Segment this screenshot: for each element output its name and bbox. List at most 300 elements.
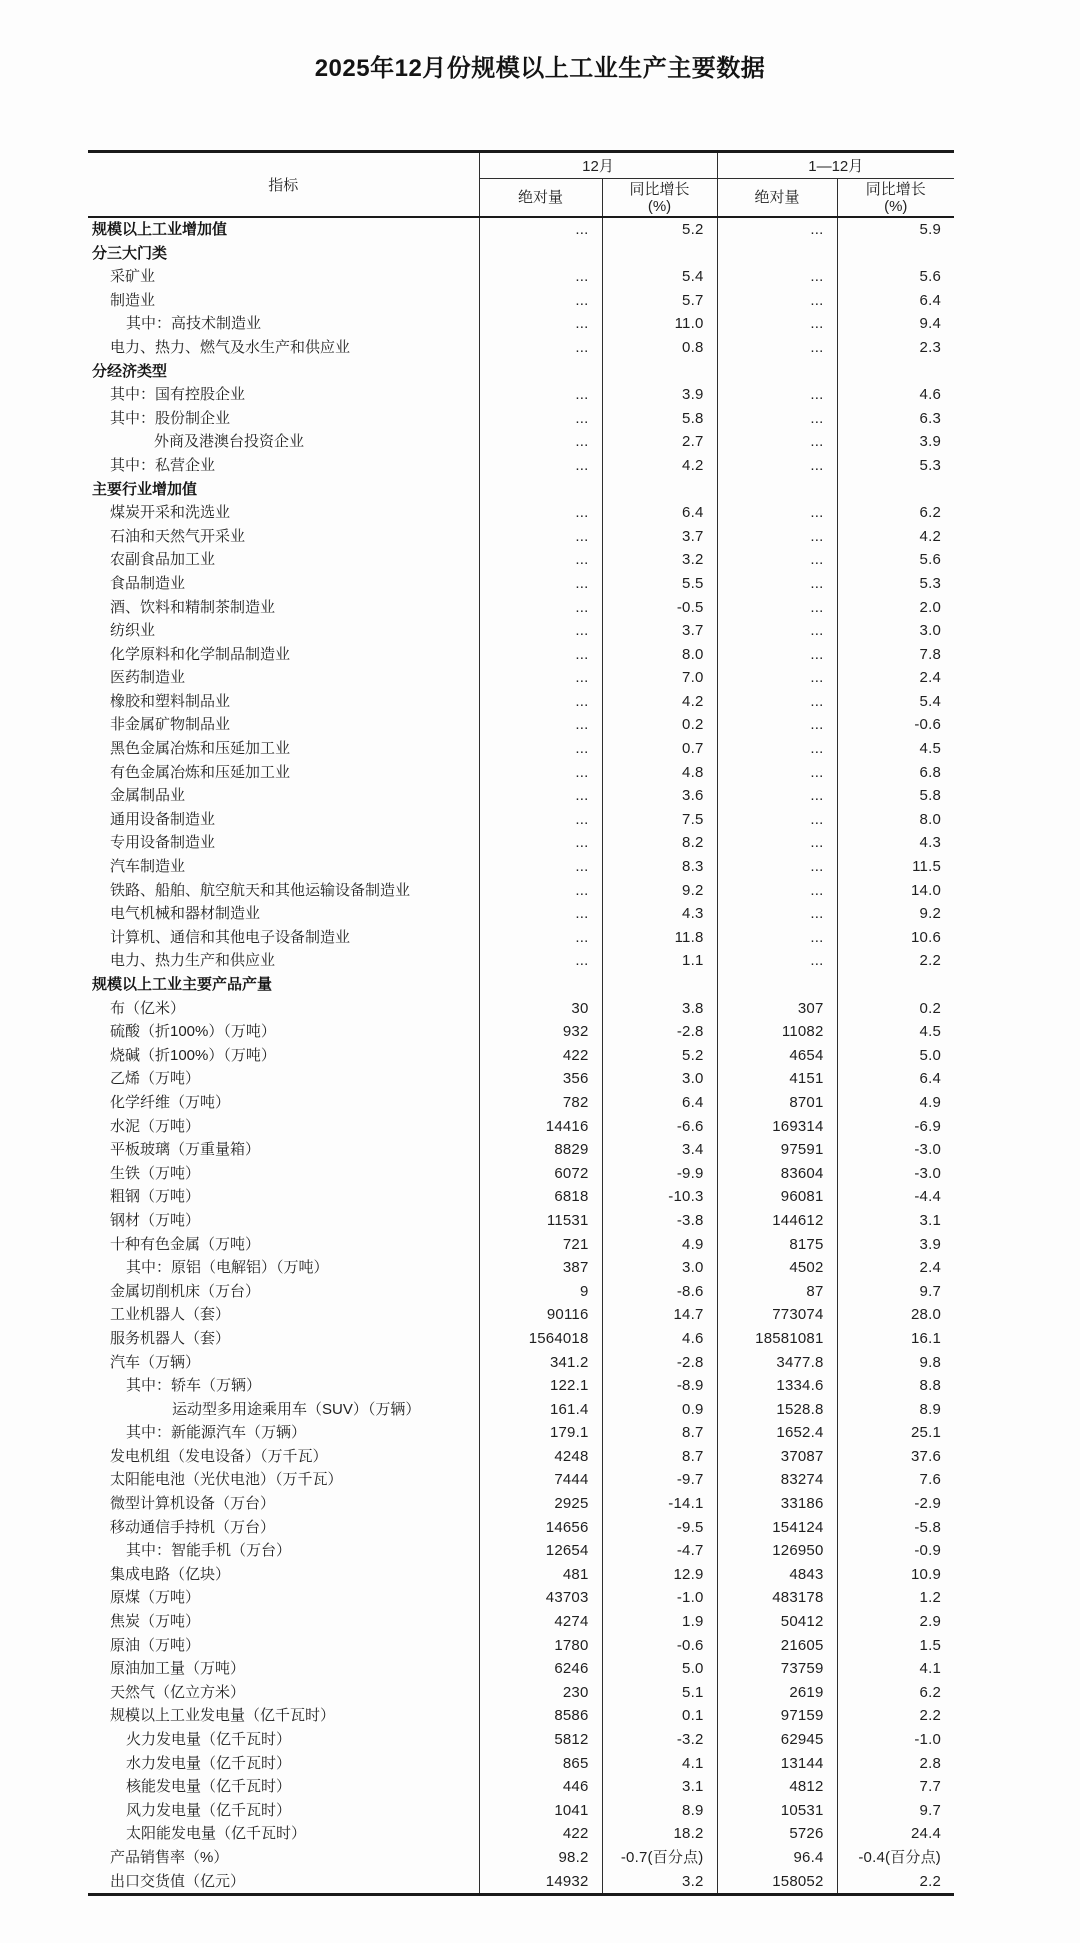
table-row — [88, 1115, 954, 1139]
value-cell: -0.9 — [837, 1539, 954, 1563]
table-row — [88, 1681, 954, 1705]
value-cell: 50412 — [717, 1610, 837, 1634]
indicator-label: 粗钢（万吨） — [110, 1188, 201, 1206]
value-cell — [717, 478, 837, 502]
value-cell: 8.2 — [602, 831, 717, 855]
value-cell: ... — [479, 548, 602, 572]
value-cell: 4.1 — [602, 1752, 717, 1776]
table-row — [88, 1091, 954, 1115]
value-cell: 5.2 — [602, 1044, 717, 1068]
table-row — [88, 1351, 954, 1375]
value-cell: 11.8 — [602, 926, 717, 950]
value-cell: ... — [717, 643, 837, 667]
value-cell: 4.6 — [837, 383, 954, 407]
indicator-label: 原煤（万吨） — [110, 1589, 201, 1607]
value-cell: 96.4 — [717, 1846, 837, 1870]
value-cell: 0.2 — [837, 997, 954, 1021]
value-cell: ... — [717, 454, 837, 478]
value-cell: 1.2 — [837, 1586, 954, 1610]
value-cell: -1.0 — [602, 1586, 717, 1610]
value-cell: ... — [717, 784, 837, 808]
value-cell: ... — [479, 289, 602, 313]
value-cell: 865 — [479, 1752, 602, 1776]
value-cell: 4.5 — [837, 1020, 954, 1044]
indicator-label: 其中：高技术制造业 — [126, 315, 262, 333]
value-cell: 1.9 — [602, 1610, 717, 1634]
indicator-label: 黑色金属冶炼和压延加工业 — [110, 740, 291, 758]
value-cell: 14.7 — [602, 1303, 717, 1327]
table-row — [88, 1445, 954, 1469]
value-cell: 33186 — [717, 1492, 837, 1516]
indicator-label: 石油和天然气开采业 — [110, 527, 246, 545]
value-cell: ... — [479, 312, 602, 336]
value-cell: ... — [717, 666, 837, 690]
value-cell: ... — [717, 690, 837, 714]
value-cell: -14.1 — [602, 1492, 717, 1516]
indicator-label: 太阳能发电量（亿千瓦时） — [126, 1825, 307, 1843]
indicator-label: 出口交货值（亿元） — [110, 1872, 246, 1890]
table-row — [88, 336, 954, 360]
value-cell: 3.9 — [837, 1233, 954, 1257]
value-cell: 3.1 — [602, 1775, 717, 1799]
table-row — [88, 690, 954, 714]
value-cell: ... — [479, 784, 602, 808]
value-cell: ... — [479, 217, 602, 242]
value-cell: ... — [717, 407, 837, 431]
value-cell: 24.4 — [837, 1822, 954, 1846]
value-cell: 83604 — [717, 1162, 837, 1186]
value-cell: 6.8 — [837, 761, 954, 785]
value-cell: -4.4 — [837, 1185, 954, 1209]
indicator-label: 烧碱（折100%）（万吨） — [110, 1046, 276, 1064]
indicator-label: 风力发电量（亿千瓦时） — [126, 1801, 292, 1819]
value-cell: ... — [717, 572, 837, 596]
table-row — [88, 312, 954, 336]
value-cell: -8.6 — [602, 1280, 717, 1304]
value-cell: 4843 — [717, 1563, 837, 1587]
value-cell: 4.2 — [602, 454, 717, 478]
value-cell: 4248 — [479, 1445, 602, 1469]
table-row — [88, 666, 954, 690]
table-row — [88, 973, 954, 997]
table-row — [88, 1752, 954, 1776]
value-cell: -0.7(百分点) — [602, 1846, 717, 1870]
value-cell — [479, 242, 602, 266]
indicator-label: 分三大门类 — [92, 244, 168, 262]
value-cell: ... — [717, 949, 837, 973]
value-cell: 5.6 — [837, 265, 954, 289]
table-row — [88, 831, 954, 855]
table-row — [88, 360, 954, 384]
table-row — [88, 784, 954, 808]
value-cell: 161.4 — [479, 1398, 602, 1422]
table-row — [88, 808, 954, 832]
value-cell: 481 — [479, 1563, 602, 1587]
value-cell: 8.9 — [602, 1799, 717, 1823]
value-cell: 4502 — [717, 1256, 837, 1280]
value-cell: 158052 — [717, 1870, 837, 1895]
indicator-label: 金属制品业 — [110, 787, 186, 805]
table-row — [88, 1138, 954, 1162]
table-row — [88, 761, 954, 785]
value-cell: 5.9 — [837, 217, 954, 242]
value-cell: 5.6 — [837, 548, 954, 572]
value-cell: ... — [717, 265, 837, 289]
table-row — [88, 619, 954, 643]
value-cell: ... — [479, 407, 602, 431]
value-cell: ... — [479, 596, 602, 620]
value-cell: 6.3 — [837, 407, 954, 431]
value-cell: 5.3 — [837, 454, 954, 478]
value-cell: ... — [479, 902, 602, 926]
indicator-label: 制造业 — [110, 291, 156, 309]
value-cell: 2.0 — [837, 596, 954, 620]
value-cell: 30 — [479, 997, 602, 1021]
value-cell: 18581081 — [717, 1327, 837, 1351]
value-cell: ... — [479, 501, 602, 525]
indicator-label: 汽车制造业 — [110, 858, 186, 876]
table-row — [88, 454, 954, 478]
value-cell: 3.9 — [837, 430, 954, 454]
table-body — [88, 217, 954, 1895]
value-cell: 3.8 — [602, 997, 717, 1021]
value-cell: 9.4 — [837, 312, 954, 336]
value-cell: ... — [479, 926, 602, 950]
value-cell — [602, 478, 717, 502]
indicator-label: 规模以上工业增加值 — [92, 221, 228, 238]
value-cell: ... — [479, 690, 602, 714]
value-cell: 14416 — [479, 1115, 602, 1139]
indicator-label: 农副食品加工业 — [110, 551, 216, 569]
indicator-label: 焦炭（万吨） — [110, 1613, 201, 1631]
yoy-unit-label: (%) — [647, 197, 672, 215]
col-header-absolute-dec — [479, 179, 602, 218]
indicator-label: 其中：股份制企业 — [110, 409, 231, 427]
value-cell: 11.5 — [837, 855, 954, 879]
value-cell: -5.8 — [837, 1516, 954, 1540]
value-cell: 18.2 — [602, 1822, 717, 1846]
value-cell: 122.1 — [479, 1374, 602, 1398]
value-cell: 6246 — [479, 1657, 602, 1681]
value-cell: ... — [717, 619, 837, 643]
indicator-label: 规模以上工业主要产品产量 — [92, 976, 273, 993]
table-row — [88, 997, 954, 1021]
value-cell: 73759 — [717, 1657, 837, 1681]
indicator-label: 汽车（万辆） — [110, 1353, 201, 1371]
value-cell: 6.2 — [837, 501, 954, 525]
value-cell: 1780 — [479, 1634, 602, 1658]
value-cell: 8.7 — [602, 1421, 717, 1445]
table-row — [88, 643, 954, 667]
value-cell: -0.4(百分点) — [837, 1846, 954, 1870]
indicator-label: 其中：原铝（电解铝）（万吨） — [126, 1259, 329, 1277]
value-cell: ... — [717, 596, 837, 620]
value-cell: 5.0 — [602, 1657, 717, 1681]
table-row — [88, 548, 954, 572]
indicator-label: 专用设备制造业 — [110, 834, 216, 852]
value-cell: 3.7 — [602, 525, 717, 549]
value-cell: 8.7 — [602, 1445, 717, 1469]
value-cell: 1.1 — [602, 949, 717, 973]
indicator-label: 生铁（万吨） — [110, 1164, 201, 1182]
page-title: 2025年12月份规模以上工业生产主要数据 — [314, 55, 766, 82]
value-cell: 28.0 — [837, 1303, 954, 1327]
value-cell: ... — [479, 265, 602, 289]
value-cell: 307 — [717, 997, 837, 1021]
table-row — [88, 1256, 954, 1280]
indicator-label: 移动通信手持机（万台） — [110, 1518, 276, 1536]
indicator-label: 水泥（万吨） — [110, 1117, 201, 1135]
value-cell: ... — [479, 383, 602, 407]
value-cell: 4.9 — [602, 1233, 717, 1257]
value-cell: 11531 — [479, 1209, 602, 1233]
value-cell: 14.0 — [837, 879, 954, 903]
indicator-label: 外商及港澳台投资企业 — [154, 433, 305, 451]
table-row — [88, 383, 954, 407]
table-row — [88, 1209, 954, 1233]
value-cell: 5.3 — [837, 572, 954, 596]
value-cell: 2.2 — [837, 949, 954, 973]
value-cell: 5812 — [479, 1728, 602, 1752]
value-cell: -9.5 — [602, 1516, 717, 1540]
indicator-label: 医药制造业 — [110, 669, 186, 687]
value-cell — [479, 478, 602, 502]
value-cell: 10531 — [717, 1799, 837, 1823]
value-cell: ... — [717, 430, 837, 454]
value-cell: 13144 — [717, 1752, 837, 1776]
indicator-label: 通用设备制造业 — [110, 810, 216, 828]
value-cell: 4654 — [717, 1044, 837, 1068]
table-row — [88, 1162, 954, 1186]
value-cell: ... — [717, 525, 837, 549]
value-cell: 4.2 — [602, 690, 717, 714]
value-cell: 14932 — [479, 1870, 602, 1895]
value-cell — [602, 360, 717, 384]
table-row — [88, 289, 954, 313]
value-cell: ... — [479, 713, 602, 737]
indicator-label: 集成电路（亿块） — [110, 1565, 231, 1583]
value-cell: 3.6 — [602, 784, 717, 808]
table-row — [88, 596, 954, 620]
industrial-data-table-wrap — [88, 150, 954, 1896]
value-cell: 1564018 — [479, 1327, 602, 1351]
value-cell: 9.8 — [837, 1351, 954, 1375]
value-cell: 7.6 — [837, 1468, 954, 1492]
indicator-label: 电力、热力生产和供应业 — [110, 952, 276, 970]
value-cell: 5.2 — [602, 217, 717, 242]
value-cell: -0.6 — [602, 1634, 717, 1658]
value-cell: 8.8 — [837, 1374, 954, 1398]
table-row — [88, 430, 954, 454]
indicator-label: 发电机组（发电设备）（万千瓦） — [110, 1447, 328, 1465]
value-cell: ... — [479, 525, 602, 549]
table-row — [88, 1185, 954, 1209]
value-cell: -10.3 — [602, 1185, 717, 1209]
value-cell: ... — [717, 548, 837, 572]
table-row — [88, 1634, 954, 1658]
value-cell: 3.2 — [602, 548, 717, 572]
value-cell: 4.1 — [837, 1657, 954, 1681]
table-row — [88, 926, 954, 950]
value-cell: -9.7 — [602, 1468, 717, 1492]
value-cell: ... — [717, 926, 837, 950]
value-cell: 9.2 — [837, 902, 954, 926]
value-cell: 6.4 — [602, 501, 717, 525]
value-cell: 6.4 — [837, 1067, 954, 1091]
table-row — [88, 1563, 954, 1587]
table-row — [88, 1233, 954, 1257]
value-cell: -0.6 — [837, 713, 954, 737]
indicator-label: 橡胶和塑料制品业 — [110, 692, 231, 710]
indicator-label: 微型计算机设备（万台） — [110, 1495, 276, 1513]
value-cell: 6072 — [479, 1162, 602, 1186]
table-row — [88, 1327, 954, 1351]
value-cell: 0.1 — [602, 1704, 717, 1728]
value-cell: 6.4 — [837, 289, 954, 313]
value-cell: 3.0 — [837, 619, 954, 643]
indicator-label: 火力发电量（亿千瓦时） — [126, 1731, 292, 1748]
table-row — [88, 265, 954, 289]
value-cell: 3.0 — [602, 1067, 717, 1091]
value-cell: 12.9 — [602, 1563, 717, 1587]
indicator-label: 其中：轿车（万辆） — [126, 1377, 262, 1395]
value-cell: 4.6 — [602, 1327, 717, 1351]
absolute-label: 绝对量 — [754, 189, 800, 206]
value-cell: ... — [479, 336, 602, 360]
value-cell: -9.9 — [602, 1162, 717, 1186]
table-row — [88, 1870, 954, 1895]
value-cell: 5726 — [717, 1822, 837, 1846]
value-cell: ... — [479, 643, 602, 667]
value-cell: ... — [479, 761, 602, 785]
value-cell: 5.7 — [602, 289, 717, 313]
value-cell: ... — [717, 217, 837, 242]
indicator-label: 酒、饮料和精制茶制造业 — [110, 598, 276, 616]
industrial-data-table — [88, 150, 954, 1896]
indicator-label: 乙烯（万吨） — [110, 1070, 201, 1088]
value-cell: ... — [717, 713, 837, 737]
value-cell: ... — [717, 879, 837, 903]
value-cell: 773074 — [717, 1303, 837, 1327]
value-cell: ... — [717, 808, 837, 832]
value-cell: 6.2 — [837, 1681, 954, 1705]
value-cell: 96081 — [717, 1185, 837, 1209]
value-cell: 179.1 — [479, 1421, 602, 1445]
table-row — [88, 1044, 954, 1068]
table-row — [88, 478, 954, 502]
col-header-absolute-year — [717, 179, 837, 218]
value-cell: 7.5 — [602, 808, 717, 832]
value-cell: 5.8 — [602, 407, 717, 431]
value-cell: 6818 — [479, 1185, 602, 1209]
indicator-label: 计算机、通信和其他电子设备制造业 — [110, 928, 351, 946]
value-cell: -3.0 — [837, 1138, 954, 1162]
value-cell: 8586 — [479, 1704, 602, 1728]
value-cell: 2925 — [479, 1492, 602, 1516]
value-cell: 9.2 — [602, 879, 717, 903]
value-cell: ... — [717, 289, 837, 313]
yoy-unit-label: (%) — [884, 197, 908, 215]
value-cell: 11082 — [717, 1020, 837, 1044]
value-cell: 97591 — [717, 1138, 837, 1162]
indicator-label: 太阳能电池（光伏电池）（万千瓦） — [110, 1471, 343, 1489]
value-cell: 356 — [479, 1067, 602, 1091]
table-row — [88, 713, 954, 737]
indicator-label: 其中：新能源汽车（万辆） — [126, 1424, 307, 1442]
indicator-label: 非金属矿物制品业 — [110, 716, 231, 734]
indicator-label: 化学纤维（万吨） — [110, 1093, 231, 1111]
value-cell: 4.9 — [837, 1091, 954, 1115]
value-cell: 9.7 — [837, 1280, 954, 1304]
indicator-label: 纺织业 — [110, 622, 156, 640]
value-cell: 0.9 — [602, 1398, 717, 1422]
value-cell: 4.3 — [602, 902, 717, 926]
value-cell: 21605 — [717, 1634, 837, 1658]
table-row — [88, 1586, 954, 1610]
table-row — [88, 737, 954, 761]
value-cell — [717, 360, 837, 384]
value-cell: 3477.8 — [717, 1351, 837, 1375]
table-row — [88, 1516, 954, 1540]
value-cell: 8.3 — [602, 855, 717, 879]
indicator-label: 有色金属冶炼和压延加工业 — [110, 763, 291, 781]
indicator-label: 布（亿米） — [110, 999, 186, 1017]
value-cell: -3.8 — [602, 1209, 717, 1233]
value-cell: 4151 — [717, 1067, 837, 1091]
table-row — [88, 855, 954, 879]
value-cell: ... — [717, 312, 837, 336]
value-cell: 9 — [479, 1280, 602, 1304]
value-cell: ... — [479, 572, 602, 596]
value-cell: 8829 — [479, 1138, 602, 1162]
value-cell: -2.9 — [837, 1492, 954, 1516]
table-row — [88, 1303, 954, 1327]
table-row — [88, 1374, 954, 1398]
value-cell: 3.0 — [602, 1256, 717, 1280]
value-cell: 16.1 — [837, 1327, 954, 1351]
value-cell — [602, 973, 717, 997]
value-cell: ... — [479, 737, 602, 761]
indicator-label: 其中：智能手机（万台） — [126, 1542, 292, 1560]
table-row — [88, 1067, 954, 1091]
value-cell: ... — [479, 855, 602, 879]
value-cell: 90116 — [479, 1303, 602, 1327]
absolute-label: 绝对量 — [517, 189, 563, 206]
value-cell: 782 — [479, 1091, 602, 1115]
col-header-yoy-year — [837, 179, 954, 218]
value-cell: 2.4 — [837, 1256, 954, 1280]
value-cell: 126950 — [717, 1539, 837, 1563]
value-cell: 4.2 — [837, 525, 954, 549]
value-cell: -6.6 — [602, 1115, 717, 1139]
value-cell: ... — [479, 949, 602, 973]
indicator-label: 电气机械和器材制造业 — [110, 905, 261, 923]
value-cell: 43703 — [479, 1586, 602, 1610]
value-cell: 3.1 — [837, 1209, 954, 1233]
value-cell: 3.2 — [602, 1870, 717, 1895]
value-cell: 0.7 — [602, 737, 717, 761]
table-row — [88, 1398, 954, 1422]
indicator-label: 采矿业 — [110, 268, 156, 286]
value-cell: 37087 — [717, 1445, 837, 1469]
table-row — [88, 1775, 954, 1799]
value-cell: ... — [479, 879, 602, 903]
indicator-label: 食品制造业 — [110, 574, 186, 592]
yoy-label: 同比增长 — [865, 180, 926, 198]
table-row — [88, 1492, 954, 1516]
value-cell: 422 — [479, 1822, 602, 1846]
value-cell: ... — [479, 808, 602, 832]
